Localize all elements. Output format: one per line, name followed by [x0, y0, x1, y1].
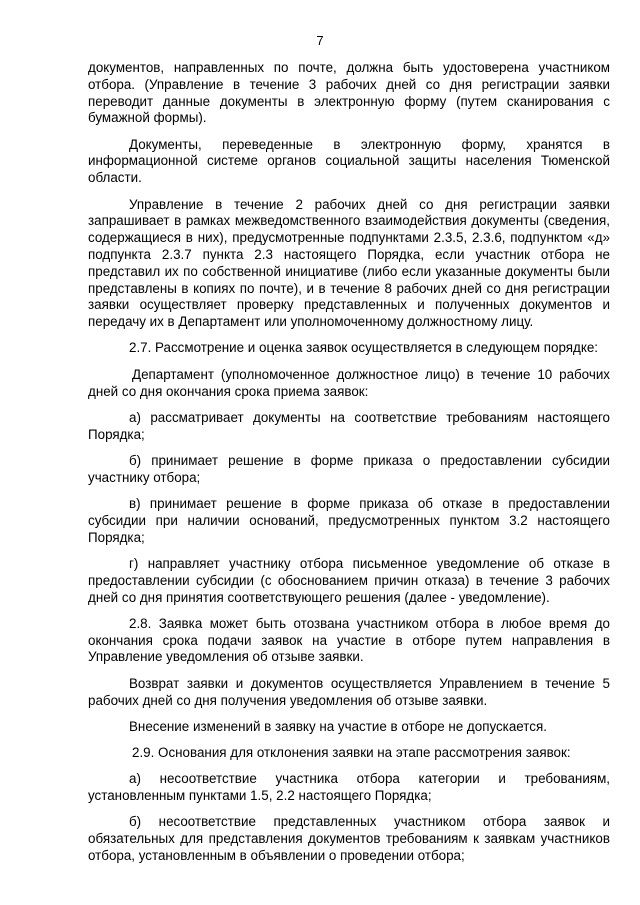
paragraph: Внесение изменений в заявку на участие в отборе не допускается. [129, 718, 547, 734]
paragraph: Возврат заявки и документов осуществляется Управлением в течение 5 рабочих дней со дня получения уведомления об отзыве заявки. [88, 675, 610, 708]
list-item: б) принимает решение в форме приказа о предоставлении субсидии участнику отбора; [88, 452, 610, 485]
list-item: б) несоответствие представленных участником отбора заявок и обязательных для представления документов требованиям к заявкам участников отбора, установленным в объявлении о проведении отбора; [88, 814, 610, 864]
section-heading-2-8: 2.8. Заявка может быть отозвана участником отбора в любое время до окончания срока подачи заявок на участие в отборе путем направления в Управление уведомления об отзыве заявки. [88, 615, 610, 665]
list-item: г) направляет участнику отбора письменное уведомление об отказе в предоставлении субсидии (с обоснованием причин отказа) в течение 3 рабочих дней со дня принятия соответствующего решения (далее - уведомление). [88, 555, 610, 605]
list-item: в) принимает решение в форме приказа об отказе в предоставлении субсидии при наличии оснований, предусмотренных пунктом 3.2 настоящего Порядка; [88, 496, 610, 545]
paragraph: Управление в течение 2 рабочих дней со дня регистрации заявки запрашивает в рамках межведомственного взаимодействия документы (сведения, содержащиеся в них), предусмотренные подпунктами 2.3.5, 2.3.6, подпунктом «д» подпункта 2.3.7 пункта 2.3 настоящего Порядка, если участник отбора не представил их по собственной инициативе (либо если указанные документы были представлены в копиях по почте), и в течение 8 рабочих дней со дня регистрации заявки осуществляет проверку представленных и полученных документов и передачу их в Департамент или уполномоченному должностному лицу. [88, 196, 610, 330]
paragraph: Документы, переведенные в электронную форму, хранятся в информационной системе органов социальной защиты населения Тюменской области. [88, 136, 610, 186]
document-body [88, 60, 610, 874]
page-number: 7 [316, 33, 324, 48]
section-heading-2-7: 2.7. Рассмотрение и оценка заявок осуществляется в следующем порядке: [129, 340, 598, 356]
paragraph: документов, направленных по почте, должна быть удостоверена участником отбора. (Управление в течение 3 рабочих дней со дня регистрации заявки переводит данные документы в электронную форму (путем сканирования с бумажной формы). [88, 60, 610, 126]
section-heading-2-9: 2.9. Основания для отклонения заявки на этапе рассмотрения заявок: [132, 745, 571, 761]
paragraph: Департамент (уполномоченное должностное лицо) в течение 10 рабочих дней со дня окончания срока приема заявок: [88, 366, 610, 399]
list-item: а) несоответствие участника отбора категории и требованиям, установленным пунктами 1.5, 2.2 настоящего Порядка; [88, 771, 610, 804]
list-item: а) рассматривает документы на соответствие требованиям настоящего Порядка; [88, 409, 610, 442]
